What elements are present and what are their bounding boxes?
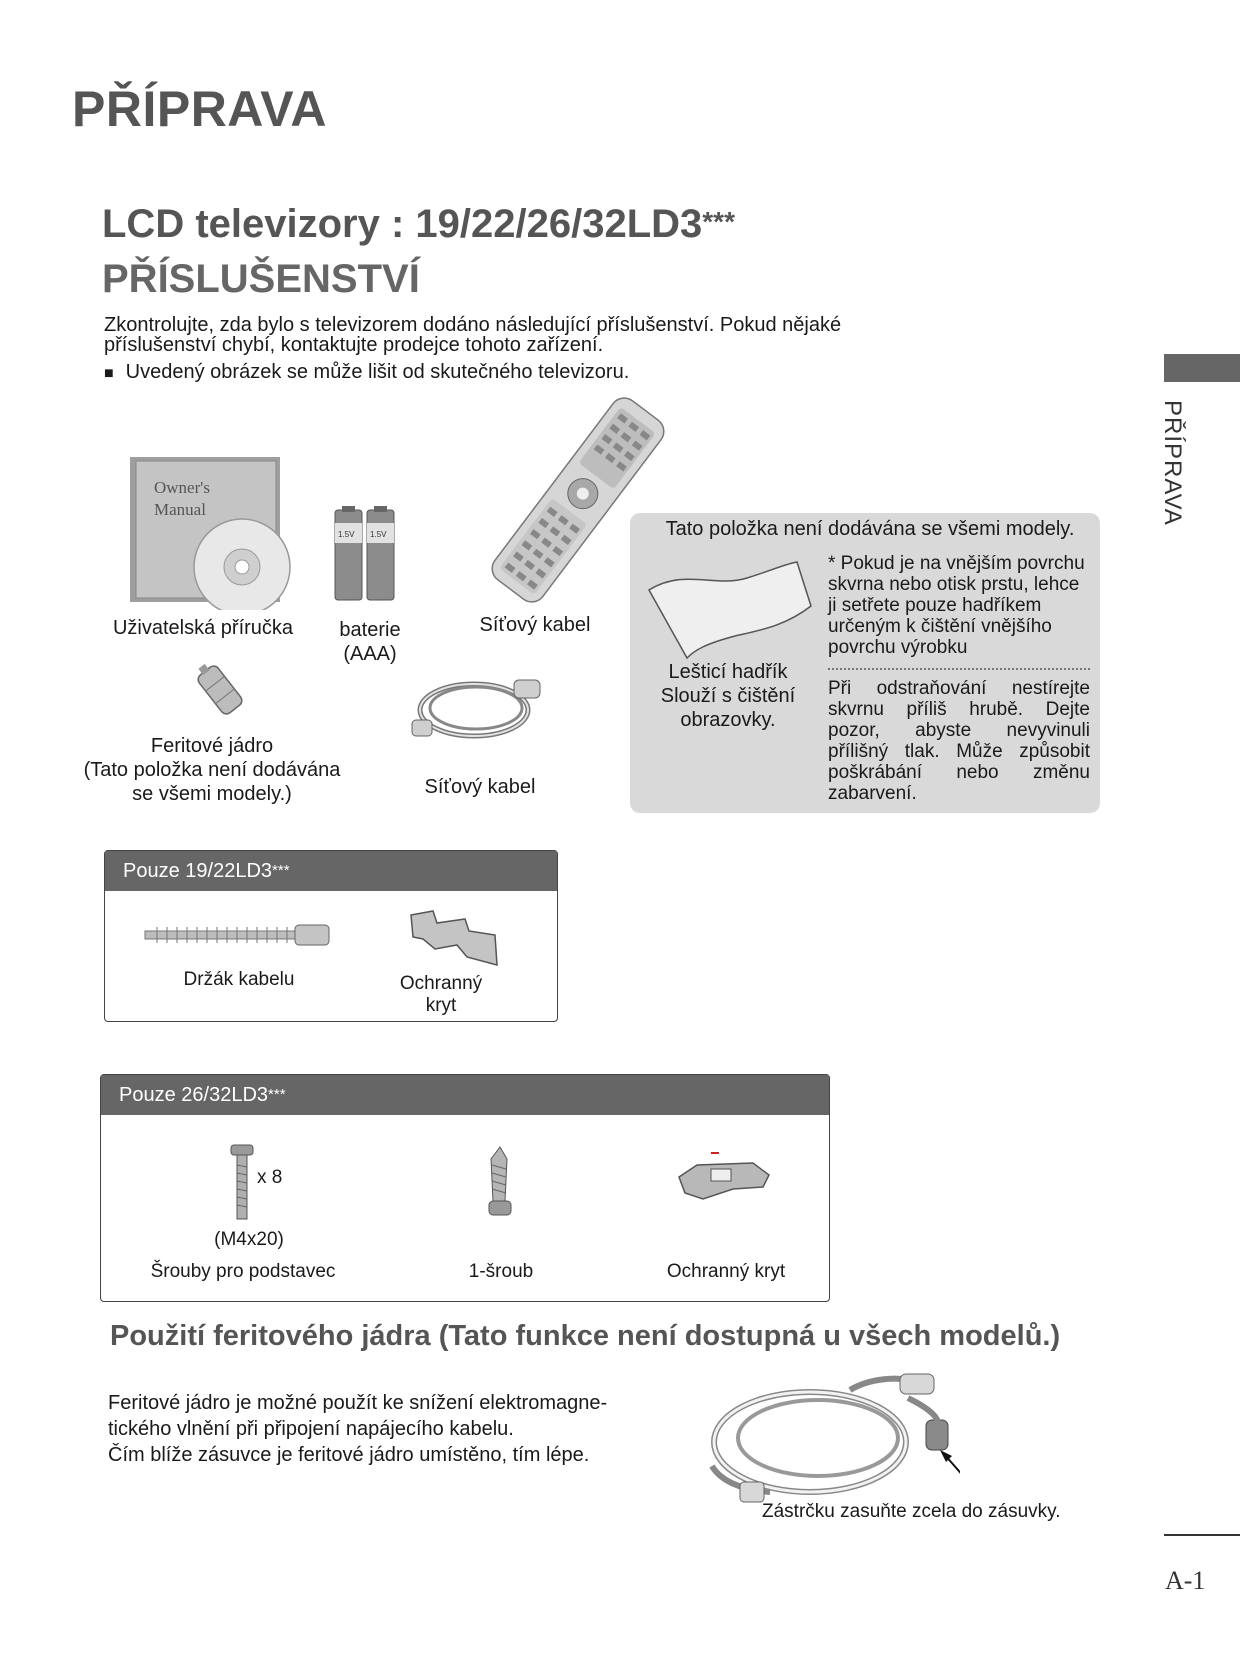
cloth-label-3: obrazovky. <box>680 709 776 731</box>
note-text-1: * Pokud je na vnějším povrchu skvrna nebo otisk prstu, lehce ji setřete pouze hadříkem určeným k čištění vnějšího povrchu výrobku <box>828 553 1085 658</box>
panel-19-22-title-stars: *** <box>272 862 290 879</box>
cloth-label-1: Lešticí hadřík <box>668 661 788 683</box>
ferrite-label <box>64 734 360 806</box>
battery-illustration <box>332 505 398 603</box>
note-text-2: Při odstraňování nestírejte skvrnu příliš hrubě. Dejte pozor, abyste nevyvinuli přílišný tlak. Může způsobit poškrábání nebo změnu zabarvení. <box>828 678 1090 804</box>
battery-label-1: baterie <box>339 619 401 641</box>
page-title: PŘÍPRAVA <box>72 81 327 137</box>
panel-26-32-title-stars: *** <box>268 1086 286 1103</box>
note-heading: Tato položka není dodávána se všemi modely. <box>665 518 1075 540</box>
manual-cover-line1: Owner's <box>154 478 210 497</box>
protective-cover-small-illustration <box>407 909 503 969</box>
ferrite-usage-line-3: Čím blíže zásuvce je feritové jádro umístěno, tím lépe. <box>108 1444 590 1466</box>
owners-manual-illustration <box>126 455 296 610</box>
stand-screw-illustration <box>229 1143 255 1223</box>
cable-holder-label: Držák kabelu <box>183 969 295 990</box>
remote-label: Síťový kabel <box>479 614 591 636</box>
page-number: A-1 <box>1165 1566 1206 1595</box>
section-heading-text: LCD televizory : 19/22/26/32LD3 <box>102 202 703 246</box>
ferrite-usage-line-1: Feritové jádro je možné použít ke snížení elektromagne- <box>108 1392 608 1414</box>
intro-text <box>104 315 1004 355</box>
protective-cover-large-illustration <box>673 1149 773 1203</box>
ferrite-core-illustration <box>193 660 247 720</box>
panel-26-32-title <box>101 1075 829 1115</box>
power-cable-illustration <box>408 668 548 748</box>
screw-size: (M4x20) <box>214 1229 284 1250</box>
plug-caption: Zástrčku zasuňte zcela do zásuvky. <box>762 1501 1061 1522</box>
protective-cover-small-label <box>379 973 503 1017</box>
ferrite-usage-title: Použití feritového jádra (Tato funkce není dostupná u všech modelů.) <box>110 1320 1061 1352</box>
panel-19-22 <box>104 850 558 1022</box>
power-cable-label: Síťový kabel <box>424 776 536 798</box>
panel-26-32 <box>100 1074 830 1302</box>
bullet-mark: ■ <box>104 365 114 382</box>
panel-26-32-title-text: Pouze 26/32LD3 <box>119 1084 269 1106</box>
manual-label: Uživatelská příručka <box>112 617 294 639</box>
note-divider <box>828 668 1090 670</box>
intro-line-2: příslušenství chybí, kontaktujte prodejce tohoto zařízení. <box>104 334 604 356</box>
battery-label <box>318 618 422 666</box>
ferrite-usage-line-2: tického vlnění při připojení napájecího kabelu. <box>108 1418 514 1440</box>
intro-line-1: Zkontrolujte, zda bylo s televizorem dodáno následující příslušenství. Pokud nějaké <box>104 314 842 336</box>
manual-cover-line2: Manual <box>154 500 206 519</box>
single-screw-illustration <box>487 1145 513 1221</box>
ferrite-usage-text <box>108 1390 668 1468</box>
battery-label-2: (AAA) <box>343 643 397 665</box>
ferrite-on-cable-illustration <box>700 1370 960 1510</box>
protective-cover-large-label: Ochranný kryt <box>666 1261 786 1282</box>
panel-19-22-title <box>105 851 557 891</box>
subheading: PŘÍSLUŠENSTVÍ <box>102 257 420 301</box>
panel-19-22-title-text: Pouze 19/22LD3 <box>123 860 273 882</box>
cloth-label <box>636 660 820 732</box>
side-tab-marker <box>1164 354 1240 382</box>
stand-screws-label: Šrouby pro podstavec <box>150 1261 336 1282</box>
protective-cover-small-label-2: kryt <box>425 995 457 1016</box>
cloth-label-2: Slouží s čištění <box>660 685 796 707</box>
page-number-rule <box>1164 1534 1240 1536</box>
side-tab-label: PŘÍPRAVA <box>1159 400 1186 526</box>
screw-quantity: x 8 <box>257 1167 283 1188</box>
battery-voltage-2: 1.5V <box>370 530 387 539</box>
section-heading-stars: *** <box>702 206 735 237</box>
ferrite-label-2: (Tato položka není dodávána <box>83 759 341 781</box>
cable-holder-illustration <box>143 921 335 949</box>
section-heading <box>102 202 735 247</box>
ferrite-label-1: Feritové jádro <box>150 735 274 757</box>
bullet-note <box>104 361 629 384</box>
ferrite-label-3: se všemi modely.) <box>132 783 292 805</box>
protective-cover-small-label-1: Ochranný <box>399 973 483 994</box>
battery-voltage-1: 1.5V <box>338 530 355 539</box>
polishing-cloth-illustration <box>645 560 815 660</box>
bullet-text: Uvedený obrázek se může lišit od skutečného televizoru. <box>125 361 630 383</box>
single-screw-label: 1-šroub <box>468 1261 534 1282</box>
